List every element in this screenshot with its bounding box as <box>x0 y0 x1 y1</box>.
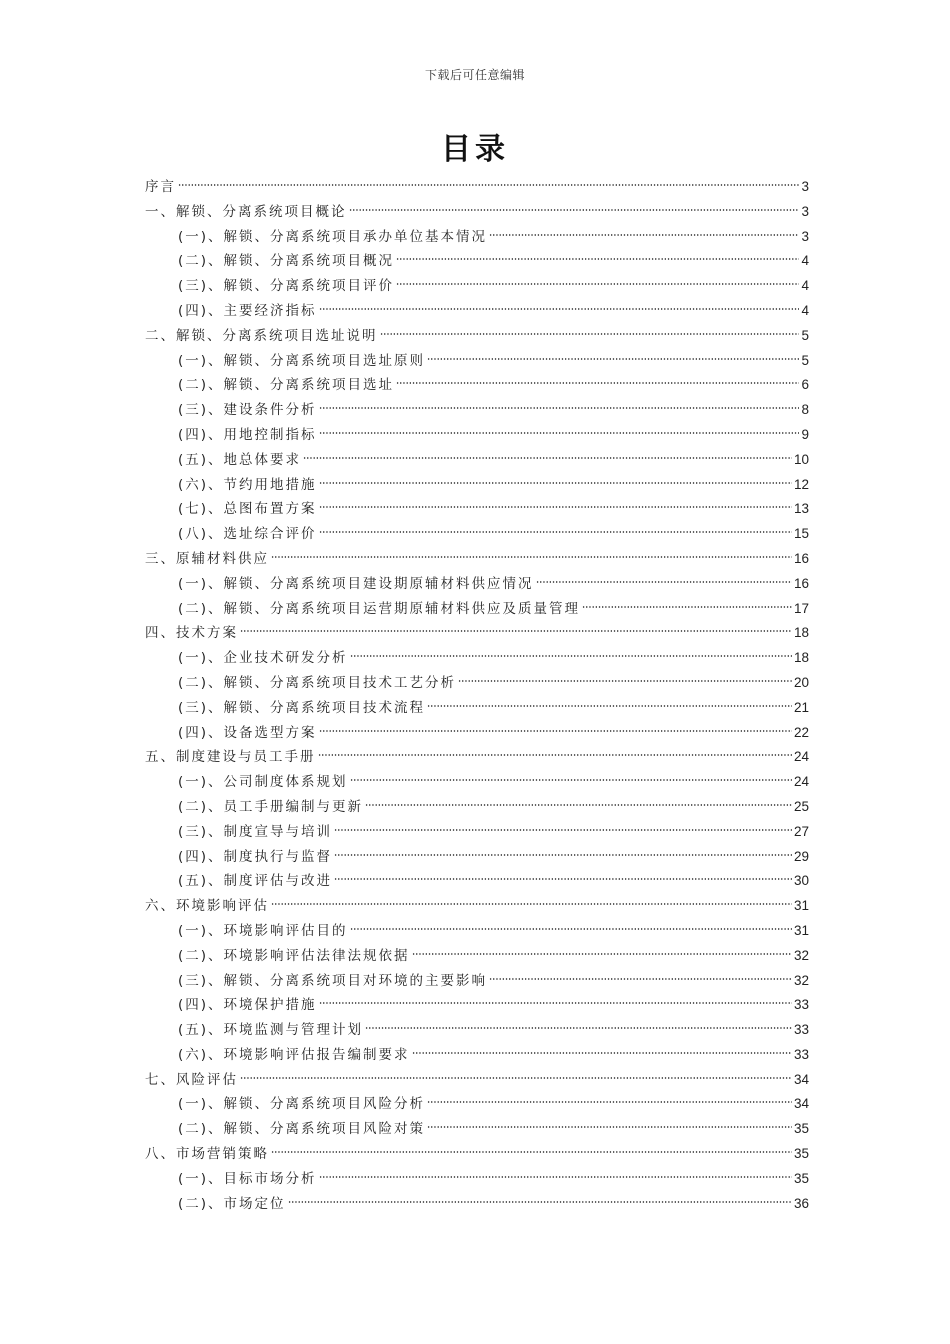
toc-dot-leader <box>396 380 799 386</box>
toc-entry[interactable] <box>145 473 809 498</box>
toc-entry-label: (一)、解锁、分离系统项目选址原则 <box>178 352 426 369</box>
toc-entry-label: (三)、制度宣导与培训 <box>178 823 333 840</box>
toc-dot-leader <box>536 579 792 585</box>
toc-entry[interactable] <box>145 919 809 944</box>
toc-entry-label: (五)、环境监测与管理计划 <box>178 1022 364 1039</box>
page-title: 目录 <box>441 132 509 167</box>
toc-entry-page-number: 20 <box>793 674 809 690</box>
toc-entry[interactable] <box>145 671 809 696</box>
toc-entry-page-number: 34 <box>793 1071 809 1087</box>
toc-entry[interactable] <box>145 696 809 721</box>
toc-entry[interactable] <box>145 200 809 225</box>
toc-dot-leader <box>271 1149 792 1155</box>
toc-entry[interactable] <box>145 398 809 423</box>
toc-entry-label: (四)、制度执行与监督 <box>178 848 333 865</box>
toc-entry-page-number: 32 <box>793 947 809 963</box>
toc-entry[interactable] <box>145 1043 809 1068</box>
toc-entry[interactable] <box>145 497 809 522</box>
toc-entry-label: (二)、员工手册编制与更新 <box>178 798 364 815</box>
toc-entry-label: 一、解锁、分离系统项目概论 <box>145 203 347 220</box>
toc-entry-label: (二)、解锁、分离系统项目概况 <box>178 253 395 270</box>
toc-entry-page-number: 27 <box>793 823 809 839</box>
toc-entry[interactable] <box>145 597 809 622</box>
toc-entry[interactable] <box>145 423 809 448</box>
toc-entry[interactable] <box>145 299 809 324</box>
toc-entry-page-number: 21 <box>793 699 809 715</box>
toc-dot-leader <box>240 628 792 634</box>
toc-entry[interactable] <box>145 274 809 299</box>
toc-dot-leader <box>319 529 792 535</box>
toc-entry-page-number: 4 <box>801 278 809 294</box>
toc-entry-label: (一)、公司制度体系规划 <box>178 774 348 791</box>
toc-dot-leader <box>319 1000 792 1006</box>
toc-dot-leader <box>365 1025 792 1031</box>
toc-entry-label: (一)、解锁、分离系统项目建设期原辅材料供应情况 <box>178 575 534 592</box>
toc-dot-leader <box>458 678 792 684</box>
toc-entry-label: (六)、节约用地措施 <box>178 476 317 493</box>
toc-entry-page-number: 36 <box>793 1195 809 1211</box>
toc-entry[interactable] <box>145 745 809 770</box>
toc-entry-label: 四、技术方案 <box>145 625 238 642</box>
toc-dot-leader <box>288 1199 792 1205</box>
toc-dot-leader <box>427 356 799 362</box>
toc-entry-label: (四)、用地控制指标 <box>178 426 317 443</box>
toc-entry-page-number: 3 <box>801 203 809 219</box>
toc-entry-page-number: 5 <box>801 327 809 343</box>
toc-entry-label: (四)、主要经济指标 <box>178 302 317 319</box>
toc-dot-leader <box>412 1050 792 1056</box>
toc-dot-leader <box>365 802 792 808</box>
toc-entry[interactable] <box>145 894 809 919</box>
toc-entry-page-number: 35 <box>793 1146 809 1162</box>
toc-entry-page-number: 3 <box>801 179 809 194</box>
toc-entry-label: (二)、解锁、分离系统项目风险对策 <box>178 1121 426 1138</box>
toc-entry-label: (一)、解锁、分离系统项目风险分析 <box>178 1096 426 1113</box>
toc-entry[interactable] <box>145 1092 809 1117</box>
toc-dot-leader <box>350 777 792 783</box>
toc-entry-page-number: 33 <box>793 1022 809 1038</box>
toc-entry-page-number: 4 <box>801 253 809 269</box>
toc-entry-page-number: 31 <box>793 922 809 938</box>
toc-entry-page-number: 33 <box>793 1046 809 1062</box>
toc-dot-leader <box>427 1099 792 1105</box>
toc-dot-leader <box>427 1124 792 1130</box>
toc-entry-page-number: 3 <box>801 228 809 244</box>
toc-entry-page-number: 30 <box>793 873 809 889</box>
toc-entry-label: (三)、解锁、分离系统项目评价 <box>178 278 395 295</box>
toc-entry[interactable] <box>145 795 809 820</box>
toc-entry[interactable] <box>145 448 809 473</box>
table-of-contents <box>145 175 809 1216</box>
toc-entry-label: (三)、建设条件分析 <box>178 402 317 419</box>
toc-dot-leader <box>489 976 792 982</box>
toc-dot-leader <box>319 306 800 312</box>
toc-dot-leader <box>271 554 792 560</box>
toc-entry-label: (二)、解锁、分离系统项目选址 <box>178 377 395 394</box>
toc-entry-page-number: 13 <box>793 501 809 517</box>
toc-entry[interactable] <box>145 646 809 671</box>
toc-entry-label: 六、环境影响评估 <box>145 898 269 915</box>
toc-entry-page-number: 15 <box>793 526 809 542</box>
toc-entry-page-number: 8 <box>801 402 809 418</box>
toc-dot-leader <box>396 256 799 262</box>
toc-dot-leader <box>303 455 792 461</box>
toc-dot-leader <box>350 653 792 659</box>
toc-dot-leader <box>489 232 799 238</box>
toc-entry-label: (八)、选址综合评价 <box>178 526 317 543</box>
toc-entry-label: (四)、环境保护措施 <box>178 997 317 1014</box>
toc-entry-page-number: 29 <box>793 848 809 864</box>
toc-entry-page-number: 10 <box>793 451 809 467</box>
toc-entry[interactable] <box>145 820 809 845</box>
toc-dot-leader <box>240 1075 792 1081</box>
toc-entry[interactable] <box>145 349 809 374</box>
toc-dot-leader <box>349 207 800 213</box>
toc-dot-leader <box>396 281 799 287</box>
toc-dot-leader <box>319 405 800 411</box>
toc-entry[interactable] <box>145 1018 809 1043</box>
toc-entry-page-number: 31 <box>793 898 809 914</box>
toc-entry[interactable] <box>145 1142 809 1167</box>
toc-entry-page-number: 35 <box>793 1121 809 1137</box>
toc-entry[interactable] <box>145 1068 809 1093</box>
toc-dot-leader <box>178 182 799 188</box>
toc-entry[interactable] <box>145 845 809 870</box>
toc-entry-label: (四)、设备选型方案 <box>178 724 317 741</box>
toc-entry-label: (七)、总图布置方案 <box>178 501 317 518</box>
toc-dot-leader <box>319 430 800 436</box>
toc-dot-leader <box>350 926 792 932</box>
toc-entry-label: (二)、解锁、分离系统项目运营期原辅材料供应及质量管理 <box>178 600 581 617</box>
toc-entry-page-number: 5 <box>801 352 809 368</box>
toc-dot-leader <box>271 901 792 907</box>
toc-entry[interactable] <box>145 572 809 597</box>
toc-entry-label: (六)、环境影响评估报告编制要求 <box>178 1046 410 1063</box>
toc-entry-page-number: 33 <box>793 997 809 1013</box>
toc-entry[interactable] <box>145 1167 809 1192</box>
toc-entry[interactable] <box>145 373 809 398</box>
toc-entry[interactable] <box>145 993 809 1018</box>
toc-entry-label: (二)、环境影响评估法律法规依据 <box>178 947 410 964</box>
toc-entry[interactable] <box>145 621 809 646</box>
toc-entry-page-number: 35 <box>793 1170 809 1186</box>
toc-entry-label: (一)、解锁、分离系统项目承办单位基本情况 <box>178 228 488 245</box>
toc-entry[interactable] <box>145 1117 809 1142</box>
toc-entry-page-number: 6 <box>801 377 809 393</box>
toc-entry-page-number: 16 <box>793 575 809 591</box>
toc-entry[interactable] <box>145 324 809 349</box>
toc-entry-page-number: 22 <box>793 724 809 740</box>
toc-entry-label: 序言 <box>145 179 176 195</box>
toc-dot-leader <box>380 331 800 337</box>
toc-entry-label: (二)、解锁、分离系统项目技术工艺分析 <box>178 674 457 691</box>
toc-entry-page-number: 12 <box>793 476 809 492</box>
toc-entry-page-number: 16 <box>793 550 809 566</box>
toc-entry-page-number: 9 <box>801 426 809 442</box>
toc-entry-label: (三)、解锁、分离系统项目技术流程 <box>178 699 426 716</box>
toc-entry-label: (一)、企业技术研发分析 <box>178 650 348 667</box>
toc-entry-page-number: 32 <box>793 972 809 988</box>
toc-entry-label: 五、制度建设与员工手册 <box>145 749 316 766</box>
toc-entry-page-number: 34 <box>793 1096 809 1112</box>
toc-entry-label: (一)、目标市场分析 <box>178 1170 317 1187</box>
toc-entry-label: (三)、解锁、分离系统项目对环境的主要影响 <box>178 972 488 989</box>
toc-entry[interactable] <box>145 944 809 969</box>
toc-entry-label: 七、风险评估 <box>145 1071 238 1088</box>
toc-entry-label: 二、解锁、分离系统项目选址说明 <box>145 327 378 344</box>
toc-entry[interactable] <box>145 522 809 547</box>
toc-dot-leader <box>334 852 792 858</box>
toc-entry-page-number: 18 <box>793 650 809 666</box>
toc-dot-leader <box>318 752 792 758</box>
toc-entry-label: (五)、地总体要求 <box>178 451 302 468</box>
toc-entry[interactable] <box>145 249 809 274</box>
toc-entry[interactable] <box>145 1192 809 1217</box>
toc-dot-leader <box>412 951 792 957</box>
toc-entry[interactable] <box>145 547 809 572</box>
toc-entry-page-number: 25 <box>793 798 809 814</box>
toc-dot-leader <box>319 504 792 510</box>
toc-entry-label: (一)、环境影响评估目的 <box>178 922 348 939</box>
toc-entry[interactable] <box>145 721 809 746</box>
toc-entry-page-number: 18 <box>793 625 809 641</box>
toc-entry-page-number: 24 <box>793 774 809 790</box>
toc-dot-leader <box>334 876 792 882</box>
toc-entry-label: (二)、市场定位 <box>178 1195 286 1212</box>
toc-dot-leader <box>427 703 792 709</box>
toc-entry-label: 八、市场营销策略 <box>145 1146 269 1163</box>
toc-entry[interactable] <box>145 869 809 894</box>
toc-dot-leader <box>319 480 792 486</box>
toc-entry-page-number: 17 <box>793 600 809 616</box>
toc-dot-leader <box>334 827 792 833</box>
toc-entry-page-number: 4 <box>801 302 809 318</box>
toc-entry-page-number: 24 <box>793 749 809 765</box>
toc-entry[interactable] <box>145 175 809 200</box>
toc-entry[interactable] <box>145 770 809 795</box>
header-note: 下载后可任意编辑 <box>424 68 525 82</box>
toc-dot-leader <box>319 728 792 734</box>
toc-entry[interactable] <box>145 969 809 994</box>
toc-dot-leader <box>582 604 792 610</box>
toc-entry-label: (五)、制度评估与改进 <box>178 873 333 890</box>
toc-entry[interactable] <box>145 225 809 250</box>
toc-entry-label: 三、原辅材料供应 <box>145 550 269 567</box>
toc-dot-leader <box>319 1174 792 1180</box>
